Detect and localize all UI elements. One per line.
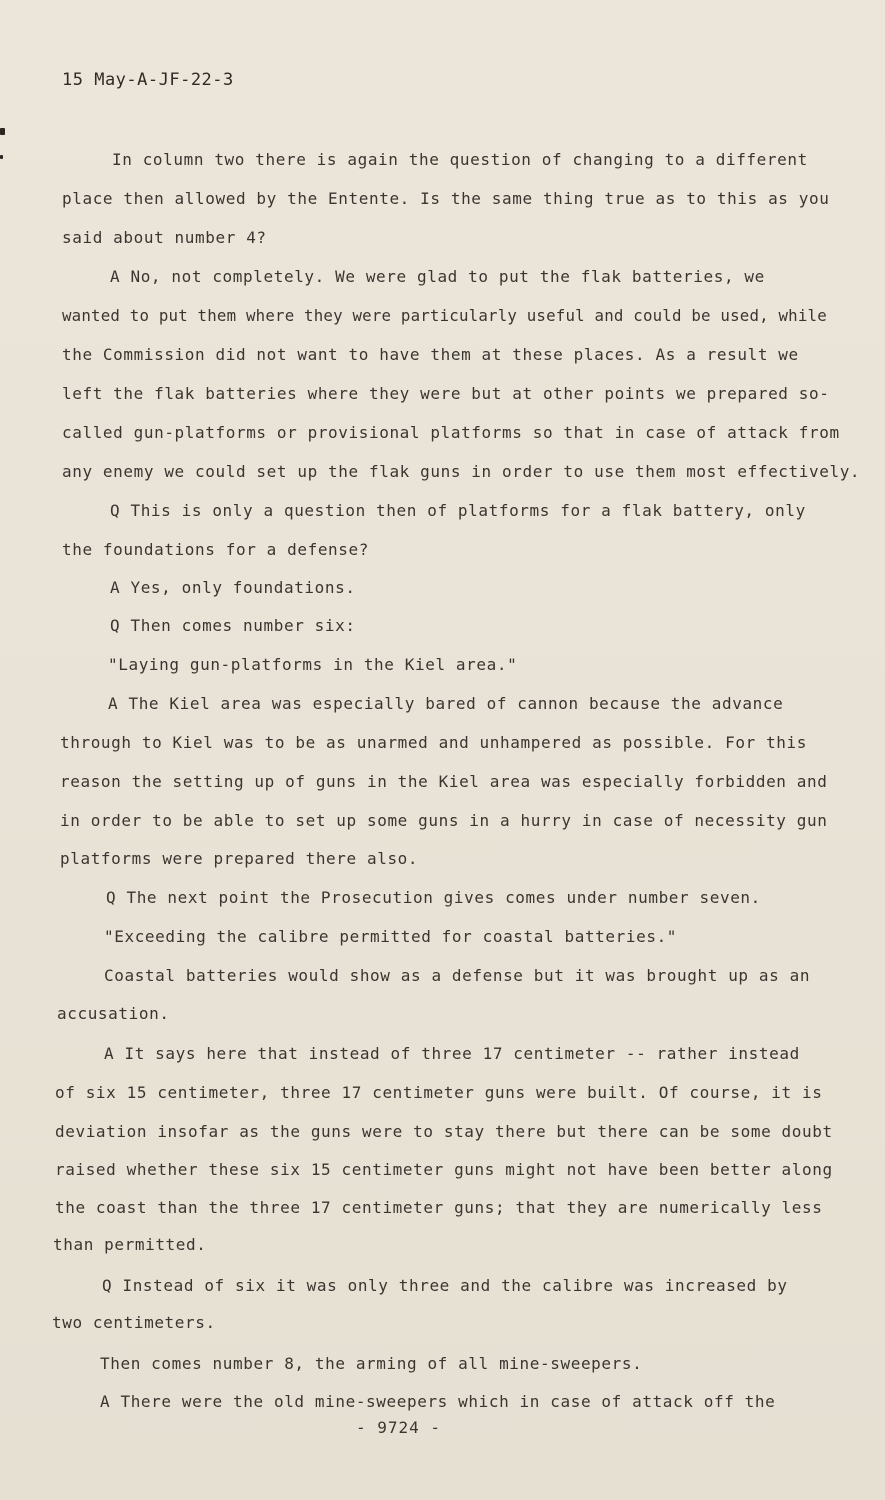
text-line: two centimeters. (52, 1313, 216, 1332)
text-line: Q Then comes number six: (110, 616, 356, 635)
text-line: the foundations for a defense? (62, 540, 369, 559)
text-line: A No, not completely. We were glad to put the flak batteries, we (110, 267, 765, 286)
text-line: A There were the old mine-sweepers which in case of attack off the (100, 1392, 776, 1411)
text-line: raised whether these six 15 centimeter guns might not have been better along (55, 1160, 833, 1179)
text-line: A It says here that instead of three 17 centimeter -- rather instead (104, 1044, 800, 1063)
text-line: Q Instead of six it was only three and the calibre was increased by (102, 1276, 788, 1295)
text-line: said about number 4? (62, 228, 267, 247)
text-line: Q This is only a question then of platforms for a flak battery, only (110, 501, 806, 520)
text-line: through to Kiel was to be as unarmed and unhampered as possible. For this (60, 733, 807, 752)
text-line: in order to be able to set up some guns in a hurry in case of necessity gun (60, 811, 828, 830)
text-line: deviation insofar as the guns were to stay there but there can be some doubt (55, 1122, 833, 1141)
text-line: any enemy we could set up the flak guns in order to use them most effectively. (62, 462, 861, 481)
text-line: Q The next point the Prosecution gives comes under number seven. (106, 888, 761, 907)
page-header: 15 May-A-JF-22-3 (62, 70, 234, 90)
text-line: than permitted. (53, 1235, 207, 1254)
text-line: Coastal batteries would show as a defense but it was brought up as an (104, 966, 811, 985)
text-line: accusation. (57, 1004, 170, 1023)
binder-hole-mark (0, 128, 5, 135)
binder-hole-mark (0, 155, 3, 159)
text-line: reason the setting up of guns in the Kiel area was especially forbidden and (60, 772, 828, 791)
text-line: In column two there is again the question of changing to a different (112, 150, 808, 169)
text-line: "Laying gun-platforms in the Kiel area." (108, 655, 518, 674)
text-line: of six 15 centimeter, three 17 centimeter guns were built. Of course, it is (55, 1083, 823, 1102)
page-number: - 9724 - (356, 1418, 442, 1437)
text-line: A The Kiel area was especially bared of cannon because the advance (108, 694, 784, 713)
text-line: platforms were prepared there also. (60, 849, 419, 868)
text-line: "Exceeding the calibre permitted for coastal batteries." (104, 927, 678, 946)
text-line: called gun-platforms or provisional platforms so that in case of attack from (62, 423, 840, 442)
text-line: A Yes, only foundations. (110, 578, 356, 597)
text-line: the coast than the three 17 centimeter guns; that they are numerically less (55, 1198, 823, 1217)
text-line: the Commission did not want to have them at these places. As a result we (62, 345, 799, 364)
text-line: Then comes number 8, the arming of all mine-sweepers. (100, 1354, 643, 1373)
text-line: place then allowed by the Entente. Is the same thing true as to this as you (62, 189, 830, 208)
text-line: left the flak batteries where they were but at other points we prepared so- (62, 384, 830, 403)
text-line: wanted to put them where they were particularly useful and could be used, while (62, 306, 827, 325)
